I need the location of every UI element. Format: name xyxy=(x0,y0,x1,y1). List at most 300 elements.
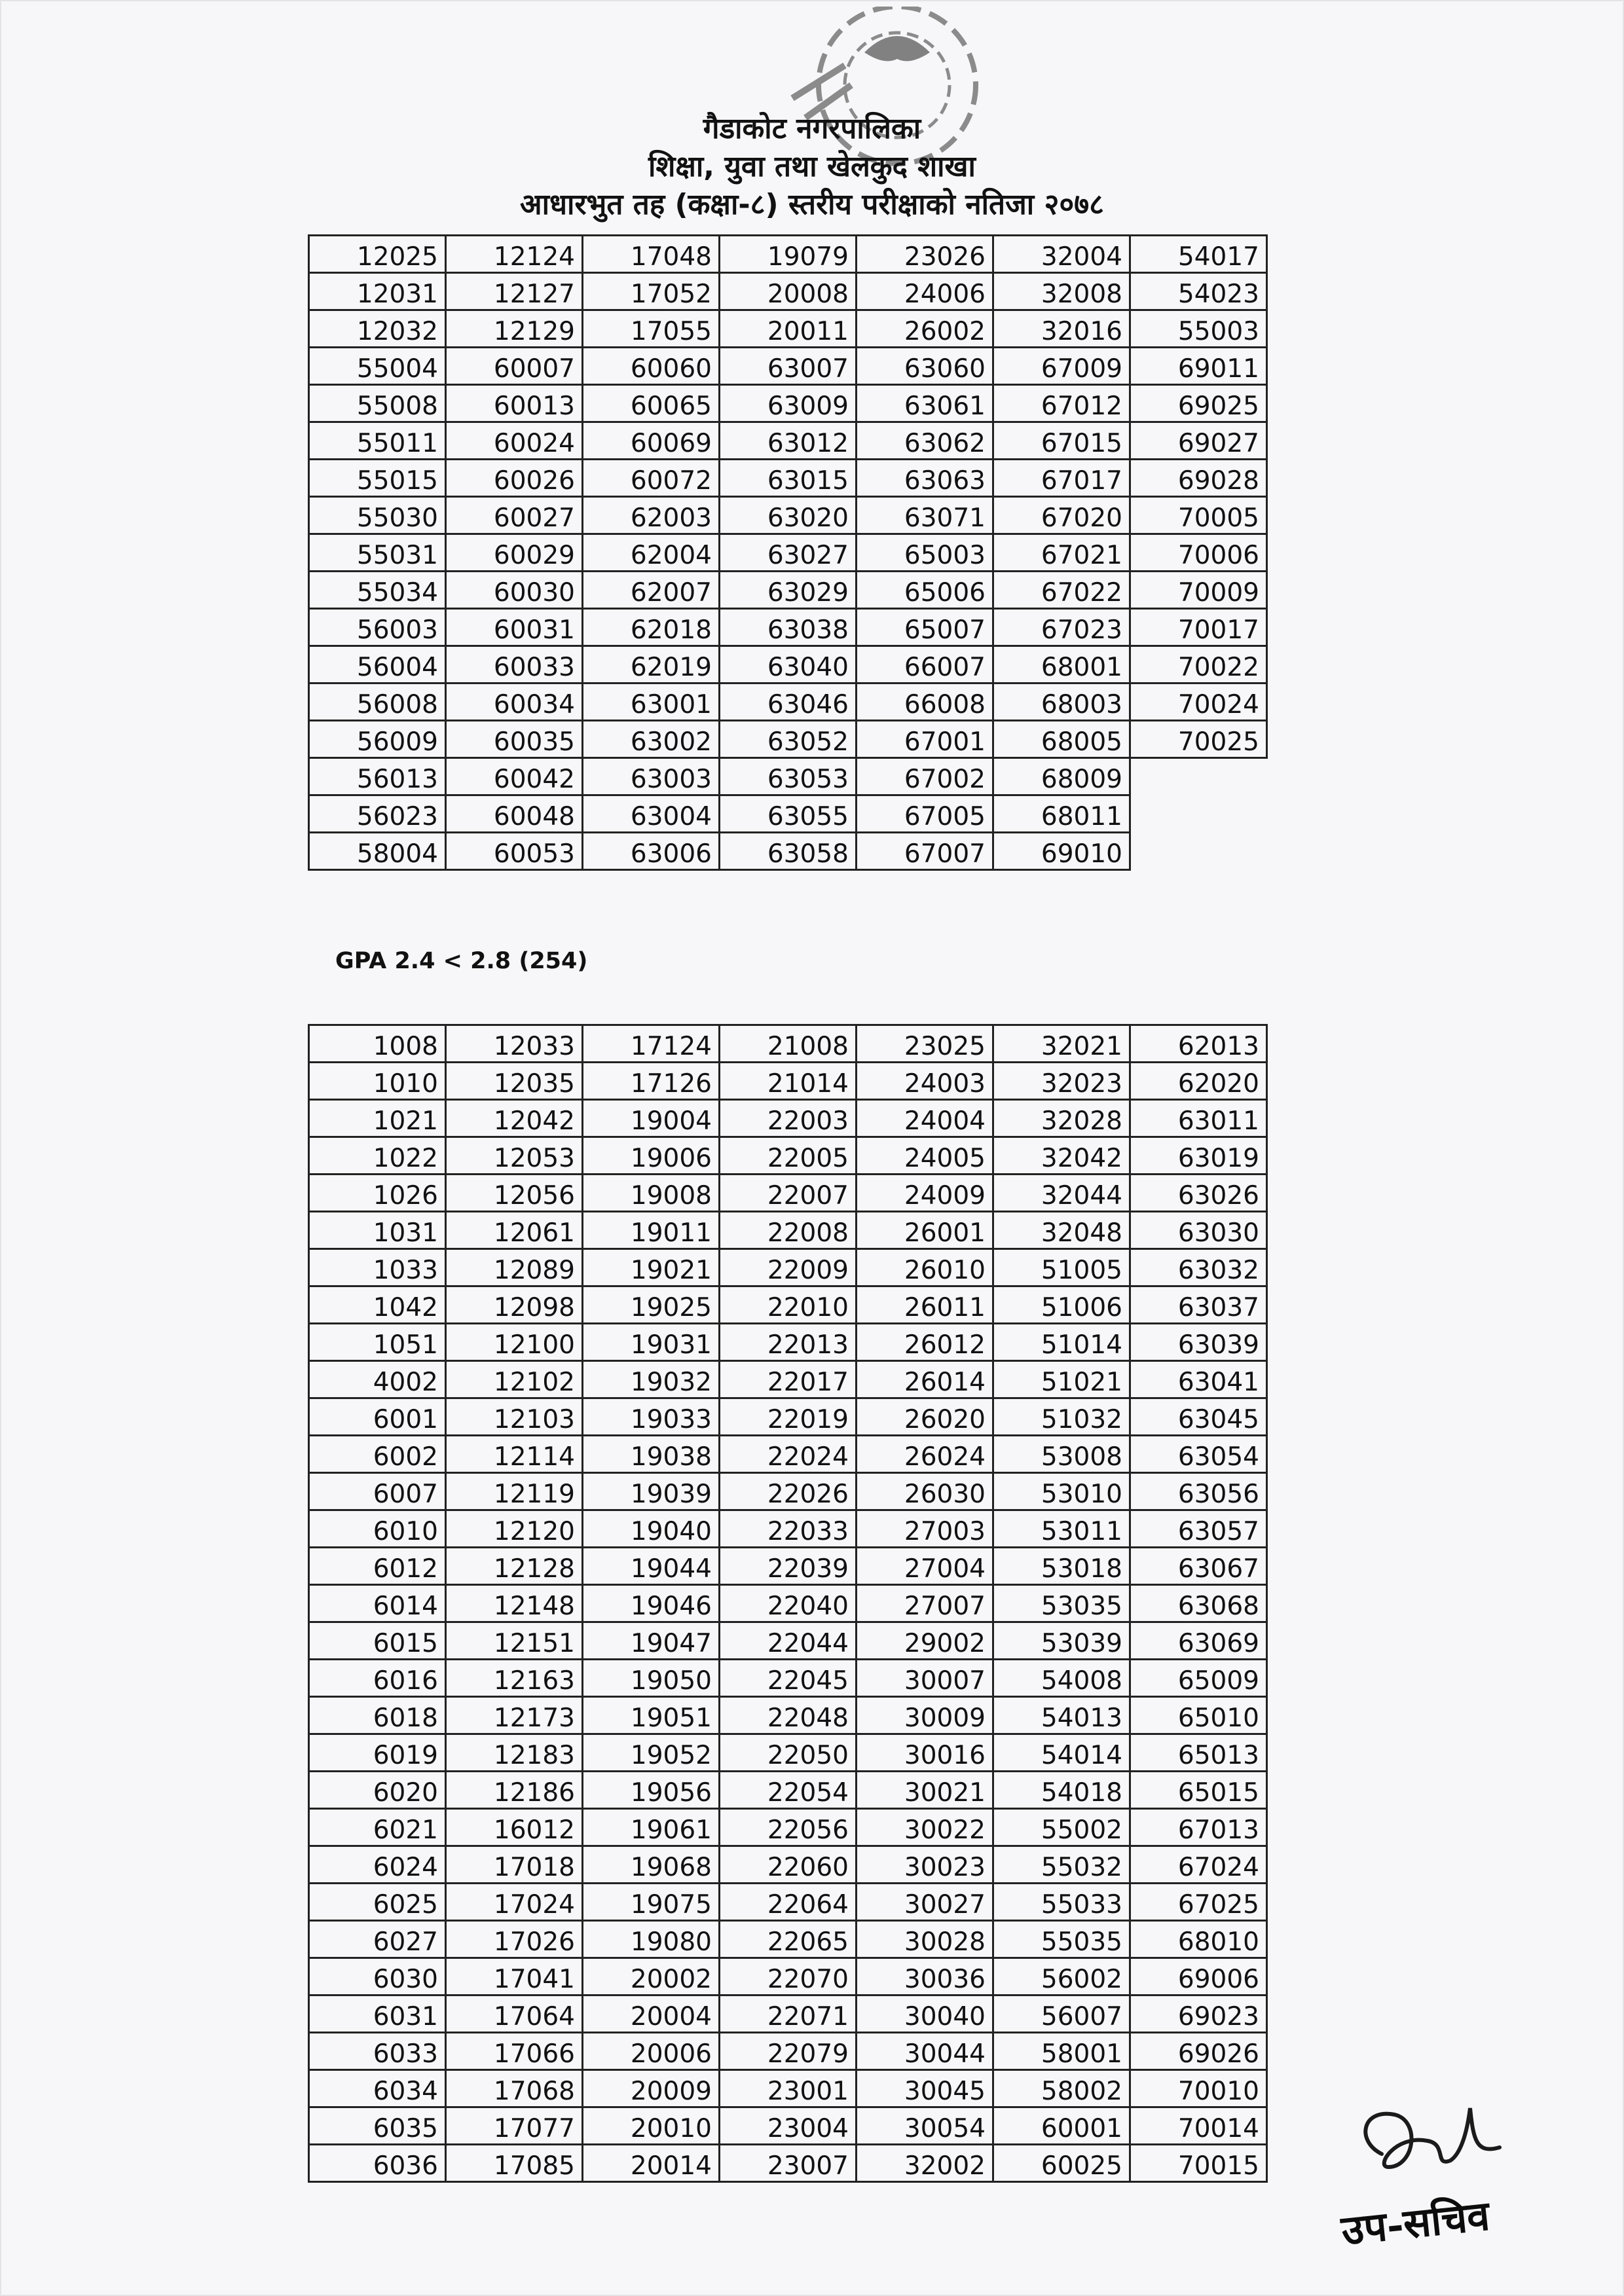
table-row xyxy=(309,273,1267,310)
roll-number-cell: 23026 xyxy=(857,236,993,273)
roll-number-cell: 55035 xyxy=(993,1921,1130,1958)
roll-number-cell: 66008 xyxy=(857,683,993,721)
roll-number-cell: 29002 xyxy=(857,1622,993,1660)
roll-number-cell: 17077 xyxy=(446,2107,583,2145)
roll-number-cell: 70015 xyxy=(1130,2145,1267,2182)
roll-number-cell: 55008 xyxy=(309,385,446,422)
roll-number-cell: 22040 xyxy=(720,1585,857,1622)
roll-number-cell: 60001 xyxy=(993,2107,1130,2145)
roll-number-cell: 19039 xyxy=(583,1473,720,1510)
roll-number-cell: 67020 xyxy=(993,497,1130,534)
roll-number-cell: 65009 xyxy=(1130,1660,1267,1697)
roll-number-cell: 22008 xyxy=(720,1212,857,1249)
roll-number-cell: 24003 xyxy=(857,1063,993,1100)
roll-number-cell: 63032 xyxy=(1130,1249,1267,1286)
roll-number-cell: 12033 xyxy=(446,1025,583,1063)
document-header xyxy=(0,110,1624,224)
roll-number-cell: 65013 xyxy=(1130,1734,1267,1772)
roll-number-cell: 22079 xyxy=(720,2033,857,2070)
roll-number-cell: 70006 xyxy=(1130,534,1267,572)
roll-number-cell: 6033 xyxy=(309,2033,446,2070)
roll-number-cell: 60042 xyxy=(446,758,583,795)
roll-number-cell: 12053 xyxy=(446,1137,583,1175)
roll-number-cell: 70017 xyxy=(1130,609,1267,646)
roll-number-cell: 12186 xyxy=(446,1772,583,1809)
roll-number-cell: 63067 xyxy=(1130,1548,1267,1585)
roll-number-cell: 55011 xyxy=(309,422,446,460)
table-row xyxy=(309,236,1267,273)
roll-number-cell: 12183 xyxy=(446,1734,583,1772)
roll-number-cell: 63006 xyxy=(583,833,720,870)
roll-number-cell: 60013 xyxy=(446,385,583,422)
roll-number-cell: 19080 xyxy=(583,1921,720,1958)
roll-number-cell: 22056 xyxy=(720,1809,857,1846)
roll-number-cell: 19008 xyxy=(583,1175,720,1212)
roll-number-cell: 22017 xyxy=(720,1361,857,1398)
roll-number-cell: 21008 xyxy=(720,1025,857,1063)
roll-number-cell: 1010 xyxy=(309,1063,446,1100)
roll-number-cell: 60030 xyxy=(446,572,583,609)
roll-number-cell: 22044 xyxy=(720,1622,857,1660)
roll-number-cell: 32008 xyxy=(993,273,1130,310)
roll-number-cell: 30016 xyxy=(857,1734,993,1772)
roll-number-cell: 23007 xyxy=(720,2145,857,2182)
roll-number-cell: 1051 xyxy=(309,1324,446,1361)
roll-number-cell: 32023 xyxy=(993,1063,1130,1100)
roll-number-cell: 30054 xyxy=(857,2107,993,2145)
roll-number-cell: 12061 xyxy=(446,1212,583,1249)
roll-number-cell: 32021 xyxy=(993,1025,1130,1063)
roll-number-cell: 19047 xyxy=(583,1622,720,1660)
roll-number-cell: 22064 xyxy=(720,1884,857,1921)
roll-number-cell: 55032 xyxy=(993,1846,1130,1884)
roll-number-cell: 56009 xyxy=(309,721,446,758)
results-table-2 xyxy=(308,1024,1268,2183)
roll-number-cell: 55034 xyxy=(309,572,446,609)
roll-number-cell: 63041 xyxy=(1130,1361,1267,1398)
roll-number-cell: 67013 xyxy=(1130,1809,1267,1846)
roll-number-cell: 55030 xyxy=(309,497,446,534)
table-row xyxy=(309,1510,1267,1548)
roll-number-cell: 70009 xyxy=(1130,572,1267,609)
roll-number-cell: 30009 xyxy=(857,1697,993,1734)
roll-number-cell: 6024 xyxy=(309,1846,446,1884)
roll-number-cell: 63053 xyxy=(720,758,857,795)
roll-number-cell: 17085 xyxy=(446,2145,583,2182)
roll-number-cell: 65015 xyxy=(1130,1772,1267,1809)
roll-number-cell: 6018 xyxy=(309,1697,446,1734)
roll-number-cell: 69027 xyxy=(1130,422,1267,460)
table-row xyxy=(309,1175,1267,1212)
roll-number-cell: 22048 xyxy=(720,1697,857,1734)
roll-number-cell: 12098 xyxy=(446,1286,583,1324)
roll-number-cell: 60035 xyxy=(446,721,583,758)
roll-number-cell: 70024 xyxy=(1130,683,1267,721)
roll-number-cell: 22071 xyxy=(720,1995,857,2033)
table-row xyxy=(309,1622,1267,1660)
roll-number-cell: 63060 xyxy=(857,348,993,385)
roll-number-cell: 63057 xyxy=(1130,1510,1267,1548)
roll-number-cell: 54013 xyxy=(993,1697,1130,1734)
roll-number-cell: 1022 xyxy=(309,1137,446,1175)
roll-number-cell: 12056 xyxy=(446,1175,583,1212)
roll-number-cell: 67025 xyxy=(1130,1884,1267,1921)
roll-number-cell: 67007 xyxy=(857,833,993,870)
roll-number-cell: 69028 xyxy=(1130,460,1267,497)
roll-number-cell: 12120 xyxy=(446,1510,583,1548)
table-row xyxy=(309,721,1267,758)
roll-number-cell: 60007 xyxy=(446,348,583,385)
roll-number-cell: 68010 xyxy=(1130,1921,1267,1958)
roll-number-cell: 4002 xyxy=(309,1361,446,1398)
roll-number-cell: 32016 xyxy=(993,310,1130,348)
roll-number-cell: 53008 xyxy=(993,1436,1130,1473)
roll-number-cell: 30045 xyxy=(857,2070,993,2107)
signatory-title: उप-सचिव xyxy=(1338,2191,1492,2255)
roll-number-cell: 53010 xyxy=(993,1473,1130,1510)
roll-number-cell: 22065 xyxy=(720,1921,857,1958)
roll-number-cell: 63030 xyxy=(1130,1212,1267,1249)
roll-number-cell: 55004 xyxy=(309,348,446,385)
roll-number-cell: 1042 xyxy=(309,1286,446,1324)
roll-number-cell: 24004 xyxy=(857,1100,993,1137)
roll-number-cell: 20009 xyxy=(583,2070,720,2107)
roll-number-cell: 63071 xyxy=(857,497,993,534)
roll-number-cell: 6036 xyxy=(309,2145,446,2182)
roll-number-cell: 17048 xyxy=(583,236,720,273)
roll-number-cell: 68003 xyxy=(993,683,1130,721)
roll-number-cell: 16012 xyxy=(446,1809,583,1846)
table-row xyxy=(309,1772,1267,1809)
roll-number-cell: 22013 xyxy=(720,1324,857,1361)
roll-number-cell: 12032 xyxy=(309,310,446,348)
roll-number-cell: 60060 xyxy=(583,348,720,385)
table-row xyxy=(309,1697,1267,1734)
department-name: शिक्षा, युवा तथा खेलकुद शाखा xyxy=(648,150,976,183)
table-row xyxy=(309,1100,1267,1137)
roll-number-cell: 70022 xyxy=(1130,646,1267,683)
roll-number-cell: 60072 xyxy=(583,460,720,497)
roll-number-cell: 70010 xyxy=(1130,2070,1267,2107)
roll-number-cell: 20014 xyxy=(583,2145,720,2182)
roll-number-cell: 27003 xyxy=(857,1510,993,1548)
roll-number-cell: 22024 xyxy=(720,1436,857,1473)
roll-number-cell: 70005 xyxy=(1130,497,1267,534)
roll-number-cell: 1021 xyxy=(309,1100,446,1137)
roll-number-cell: 63037 xyxy=(1130,1286,1267,1324)
roll-number-cell: 6021 xyxy=(309,1809,446,1846)
table-row xyxy=(309,683,1267,721)
table-row xyxy=(309,1660,1267,1697)
roll-number-cell: 6020 xyxy=(309,1772,446,1809)
table-row xyxy=(309,1548,1267,1585)
roll-number-cell: 51032 xyxy=(993,1398,1130,1436)
roll-number-cell: 26030 xyxy=(857,1473,993,1510)
roll-number-cell: 19056 xyxy=(583,1772,720,1809)
table-row xyxy=(309,1137,1267,1175)
roll-number-cell: 63026 xyxy=(1130,1175,1267,1212)
roll-number-cell: 12100 xyxy=(446,1324,583,1361)
roll-number-cell: 6019 xyxy=(309,1734,446,1772)
roll-number-cell: 6002 xyxy=(309,1436,446,1473)
table-row xyxy=(309,758,1267,795)
roll-number-cell: 30021 xyxy=(857,1772,993,1809)
roll-number-cell: 6010 xyxy=(309,1510,446,1548)
roll-number-cell: 63062 xyxy=(857,422,993,460)
roll-number-cell: 6035 xyxy=(309,2107,446,2145)
roll-number-cell: 65010 xyxy=(1130,1697,1267,1734)
roll-number-cell: 19021 xyxy=(583,1249,720,1286)
roll-number-cell: 66007 xyxy=(857,646,993,683)
roll-number-cell: 17126 xyxy=(583,1063,720,1100)
roll-number-cell: 60034 xyxy=(446,683,583,721)
roll-number-cell: 26020 xyxy=(857,1398,993,1436)
roll-number-cell: 63055 xyxy=(720,795,857,833)
roll-number-cell: 63027 xyxy=(720,534,857,572)
roll-number-cell: 56023 xyxy=(309,795,446,833)
roll-number-cell: 62003 xyxy=(583,497,720,534)
roll-number-cell: 63040 xyxy=(720,646,857,683)
roll-number-cell: 63061 xyxy=(857,385,993,422)
roll-number-cell: 62013 xyxy=(1130,1025,1267,1063)
roll-number-cell: 27004 xyxy=(857,1548,993,1585)
roll-number-cell: 12042 xyxy=(446,1100,583,1137)
roll-number-cell: 17064 xyxy=(446,1995,583,2033)
roll-number-cell: 20008 xyxy=(720,273,857,310)
roll-number-cell: 12163 xyxy=(446,1660,583,1697)
table-row xyxy=(309,310,1267,348)
roll-number-cell: 63002 xyxy=(583,721,720,758)
roll-number-cell: 56013 xyxy=(309,758,446,795)
roll-number-cell: 69011 xyxy=(1130,348,1267,385)
table-row xyxy=(309,1063,1267,1100)
roll-number-cell: 63063 xyxy=(857,460,993,497)
roll-number-cell: 54023 xyxy=(1130,273,1267,310)
roll-number-cell: 60031 xyxy=(446,609,583,646)
roll-number-cell: 63038 xyxy=(720,609,857,646)
table-row xyxy=(309,1324,1267,1361)
roll-number-cell: 60025 xyxy=(993,2145,1130,2182)
table-row xyxy=(309,1212,1267,1249)
table-row xyxy=(309,795,1267,833)
roll-number-cell: 20006 xyxy=(583,2033,720,2070)
roll-number-cell: 56007 xyxy=(993,1995,1130,2033)
table-row xyxy=(309,534,1267,572)
roll-number-cell: 30023 xyxy=(857,1846,993,1884)
table-row xyxy=(309,1436,1267,1473)
table-row xyxy=(309,1884,1267,1921)
roll-number-cell: 6030 xyxy=(309,1958,446,1995)
table-row xyxy=(309,1921,1267,1958)
roll-number-cell: 12035 xyxy=(446,1063,583,1100)
roll-number-cell: 12025 xyxy=(309,236,446,273)
roll-number-cell: 63001 xyxy=(583,683,720,721)
roll-number-cell: 12089 xyxy=(446,1249,583,1286)
roll-number-cell: 17068 xyxy=(446,2070,583,2107)
roll-number-cell: 65006 xyxy=(857,572,993,609)
roll-number-cell: 68009 xyxy=(993,758,1130,795)
roll-number-cell: 22033 xyxy=(720,1510,857,1548)
roll-number-cell: 55015 xyxy=(309,460,446,497)
roll-number-cell: 65007 xyxy=(857,609,993,646)
roll-number-cell: 22019 xyxy=(720,1398,857,1436)
roll-number-cell: 51005 xyxy=(993,1249,1130,1286)
table-row xyxy=(309,2107,1267,2145)
roll-number-cell: 67002 xyxy=(857,758,993,795)
roll-number-cell: 55002 xyxy=(993,1809,1130,1846)
table-row xyxy=(309,385,1267,422)
roll-number-cell: 6001 xyxy=(309,1398,446,1436)
roll-number-cell: 51021 xyxy=(993,1361,1130,1398)
roll-number-cell: 68005 xyxy=(993,721,1130,758)
roll-number-cell: 62020 xyxy=(1130,1063,1267,1100)
roll-number-cell: 24006 xyxy=(857,273,993,310)
roll-number-cell: 60026 xyxy=(446,460,583,497)
roll-number-cell: 24005 xyxy=(857,1137,993,1175)
roll-number-cell: 58004 xyxy=(309,833,446,870)
roll-number-cell: 22003 xyxy=(720,1100,857,1137)
roll-number-cell: 1026 xyxy=(309,1175,446,1212)
roll-number-cell: 69023 xyxy=(1130,1995,1267,2033)
roll-number-cell: 23001 xyxy=(720,2070,857,2107)
roll-number-cell: 20004 xyxy=(583,1995,720,2033)
roll-number-cell: 63004 xyxy=(583,795,720,833)
table-row xyxy=(309,348,1267,385)
roll-number-cell: 20011 xyxy=(720,310,857,348)
roll-number-cell: 6025 xyxy=(309,1884,446,1921)
roll-number-cell: 32048 xyxy=(993,1212,1130,1249)
roll-number-cell: 19068 xyxy=(583,1846,720,1884)
roll-number-cell: 63003 xyxy=(583,758,720,795)
roll-number-cell: 19075 xyxy=(583,1884,720,1921)
roll-number-cell: 62004 xyxy=(583,534,720,572)
roll-number-cell: 6012 xyxy=(309,1548,446,1585)
table-row xyxy=(309,609,1267,646)
roll-number-cell: 12119 xyxy=(446,1473,583,1510)
roll-number-cell: 63015 xyxy=(720,460,857,497)
roll-number-cell: 68001 xyxy=(993,646,1130,683)
roll-number-cell: 67009 xyxy=(993,348,1130,385)
roll-number-cell: 30007 xyxy=(857,1660,993,1697)
roll-number-cell: 17026 xyxy=(446,1921,583,1958)
roll-number-cell: 63069 xyxy=(1130,1622,1267,1660)
roll-number-cell: 69025 xyxy=(1130,385,1267,422)
roll-number-cell: 67023 xyxy=(993,609,1130,646)
table-row xyxy=(309,1473,1267,1510)
roll-number-cell: 30027 xyxy=(857,1884,993,1921)
roll-number-cell: 17055 xyxy=(583,310,720,348)
roll-number-cell: 17066 xyxy=(446,2033,583,2070)
roll-number-cell: 12151 xyxy=(446,1622,583,1660)
roll-number-cell: 53011 xyxy=(993,1510,1130,1548)
roll-number-cell: 60053 xyxy=(446,833,583,870)
roll-number-cell: 17024 xyxy=(446,1884,583,1921)
roll-number-cell: 12031 xyxy=(309,273,446,310)
roll-number-cell: 30040 xyxy=(857,1995,993,2033)
table-row xyxy=(309,1025,1267,1063)
roll-number-cell: 60065 xyxy=(583,385,720,422)
roll-number-cell: 26002 xyxy=(857,310,993,348)
roll-number-cell: 30036 xyxy=(857,1958,993,1995)
roll-number-cell: 63056 xyxy=(1130,1473,1267,1510)
roll-number-cell: 26010 xyxy=(857,1249,993,1286)
roll-number-cell: 12148 xyxy=(446,1585,583,1622)
result-title: आधारभुत तह (कक्षा-८) स्तरीय परीक्षाको नतिजा २०७८ xyxy=(520,188,1104,221)
roll-number-cell: 24009 xyxy=(857,1175,993,1212)
table-row xyxy=(309,646,1267,683)
table-row xyxy=(309,1361,1267,1398)
roll-number-cell: 67012 xyxy=(993,385,1130,422)
table-row xyxy=(309,1995,1267,2033)
roll-number-cell: 19052 xyxy=(583,1734,720,1772)
roll-number-cell: 54008 xyxy=(993,1660,1130,1697)
roll-number-cell: 56008 xyxy=(309,683,446,721)
roll-number-cell: 17041 xyxy=(446,1958,583,1995)
table-row xyxy=(309,2070,1267,2107)
roll-number-cell: 60048 xyxy=(446,795,583,833)
roll-number-cell: 60033 xyxy=(446,646,583,683)
roll-number-cell: 62007 xyxy=(583,572,720,609)
roll-number-cell: 51014 xyxy=(993,1324,1130,1361)
roll-number-cell xyxy=(1130,795,1267,833)
roll-number-cell: 26024 xyxy=(857,1436,993,1473)
roll-number-cell: 19050 xyxy=(583,1660,720,1697)
roll-number-cell: 19031 xyxy=(583,1324,720,1361)
table-row xyxy=(309,1809,1267,1846)
roll-number-cell: 63029 xyxy=(720,572,857,609)
roll-number-cell: 22050 xyxy=(720,1734,857,1772)
roll-number-cell: 22039 xyxy=(720,1548,857,1585)
roll-number-cell: 67022 xyxy=(993,572,1130,609)
roll-number-cell: 17052 xyxy=(583,273,720,310)
table-row xyxy=(309,1398,1267,1436)
roll-number-cell: 19061 xyxy=(583,1809,720,1846)
roll-number-cell: 53018 xyxy=(993,1548,1130,1585)
roll-number-cell: 17124 xyxy=(583,1025,720,1063)
roll-number-cell: 12103 xyxy=(446,1398,583,1436)
table-row xyxy=(309,572,1267,609)
roll-number-cell: 67024 xyxy=(1130,1846,1267,1884)
roll-number-cell: 6007 xyxy=(309,1473,446,1510)
roll-number-cell: 19025 xyxy=(583,1286,720,1324)
roll-number-cell: 67017 xyxy=(993,460,1130,497)
roll-number-cell: 19046 xyxy=(583,1585,720,1622)
roll-number-cell: 30028 xyxy=(857,1921,993,1958)
roll-number-cell: 63046 xyxy=(720,683,857,721)
roll-number-cell: 32002 xyxy=(857,2145,993,2182)
roll-number-cell: 22010 xyxy=(720,1286,857,1324)
roll-number-cell: 54018 xyxy=(993,1772,1130,1809)
table-row xyxy=(309,2145,1267,2182)
table-row xyxy=(309,460,1267,497)
roll-number-cell: 23004 xyxy=(720,2107,857,2145)
roll-number-cell: 63058 xyxy=(720,833,857,870)
table-row xyxy=(309,1286,1267,1324)
roll-number-cell: 19033 xyxy=(583,1398,720,1436)
roll-number-cell: 32028 xyxy=(993,1100,1130,1137)
roll-number-cell: 20010 xyxy=(583,2107,720,2145)
municipality-name: गैडाकोट नगरपालिका xyxy=(703,112,921,145)
roll-number-cell: 70025 xyxy=(1130,721,1267,758)
roll-number-cell: 63045 xyxy=(1130,1398,1267,1436)
roll-number-cell: 58001 xyxy=(993,2033,1130,2070)
roll-number-cell: 6027 xyxy=(309,1921,446,1958)
roll-number-cell: 55031 xyxy=(309,534,446,572)
roll-number-cell: 60027 xyxy=(446,497,583,534)
roll-number-cell: 22060 xyxy=(720,1846,857,1884)
roll-number-cell: 20002 xyxy=(583,1958,720,1995)
roll-number-cell: 23025 xyxy=(857,1025,993,1063)
